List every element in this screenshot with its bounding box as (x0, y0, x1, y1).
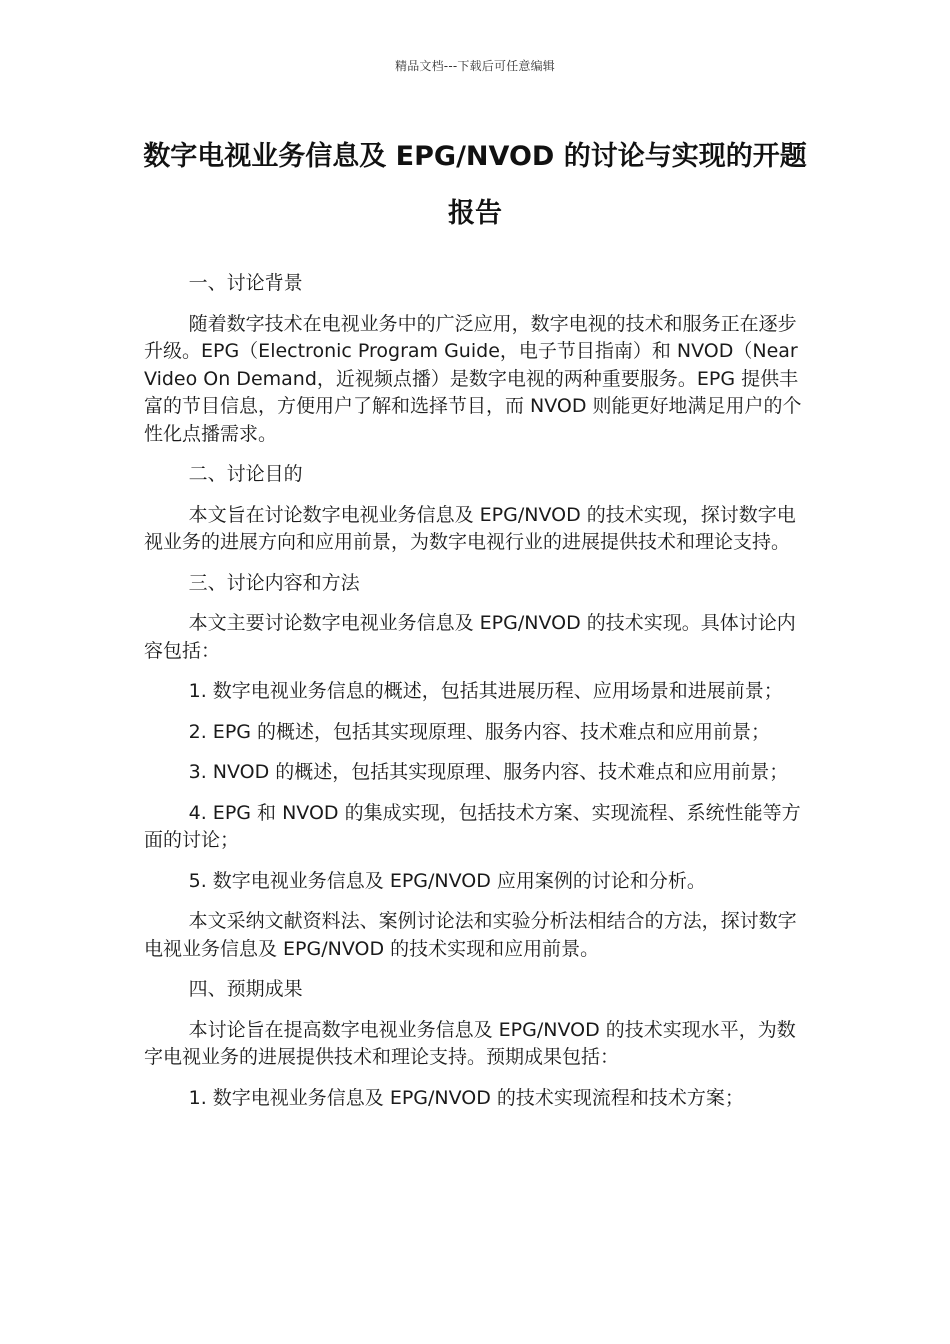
section-heading-content-method: 三、讨论内容和方法 (188, 571, 360, 594)
list-item-content-3: 3. NVOD 的概述，包括其实现原理、服务内容、技术难点和应用前景； (188, 761, 789, 783)
section-heading-background: 一、讨论背景 (188, 272, 303, 294)
header-note: 精品文档---下载后可任意编辑 (395, 59, 555, 73)
list-item-content-4: 4. EPG 和 NVOD 的集成实现，包括技术方案、实现流程、系统性能等方面的讨论； (144, 801, 801, 851)
document-title: 数字电视业务信息及 EPG/NVOD 的讨论与实现的开题报告 (143, 141, 807, 229)
list-item-content-2: 2. EPG 的概述，包括其实现原理、服务内容、技术难点和应用前景； (188, 720, 771, 743)
list-item-result-1: 1. 数字电视业务信息及 EPG/NVOD 的技术实现流程和技术方案； (188, 1086, 744, 1109)
document-body (144, 270, 812, 1125)
paragraph-purpose: 本文旨在讨论数字电视业务信息及 EPG/NVOD 的技术实现，探讨数字电视业务的进展方向和应用前景，为数字电视行业的进展提供技术和理论支持。 (144, 503, 796, 553)
list-item-content-5: 5. 数字电视业务信息及 EPG/NVOD 应用案例的讨论和分析。 (188, 869, 706, 892)
section-heading-expected-results: 四、预期成果 (188, 978, 303, 1000)
paragraph-content-intro: 本文主要讨论数字电视业务信息及 EPG/NVOD 的技术实现。具体讨论内容包括： (144, 612, 796, 662)
paragraph-background: 随着数字技术在电视业务中的广泛应用，数字电视的技术和服务正在逐步升级。EPG（Electronic Program Guide，电子节目指南）和 NVOD（Near Video On Demand，近视频点播）是数字电视的两种重要服务。EPG 提供丰富的节目信息，方便用户了解和选择节目，而 NVOD 则能更好地满足用户的个性化点播需求。 (144, 312, 802, 445)
paragraph-method: 本文采纳文献资料法、案例讨论法和实验分析法相结合的方法，探讨数字电视业务信息及 EPG/NVOD 的技术实现和应用前景。 (144, 910, 797, 960)
paragraph-expected-intro: 本讨论旨在提高数字电视业务信息及 EPG/NVOD 的技术实现水平，为数字电视业务的进展提供技术和理论支持。预期成果包括： (144, 1018, 796, 1068)
section-heading-purpose: 二、讨论目的 (188, 463, 303, 485)
list-item-content-1: 1. 数字电视业务信息的概述，包括其进展历程、应用场景和进展前景； (188, 680, 783, 702)
